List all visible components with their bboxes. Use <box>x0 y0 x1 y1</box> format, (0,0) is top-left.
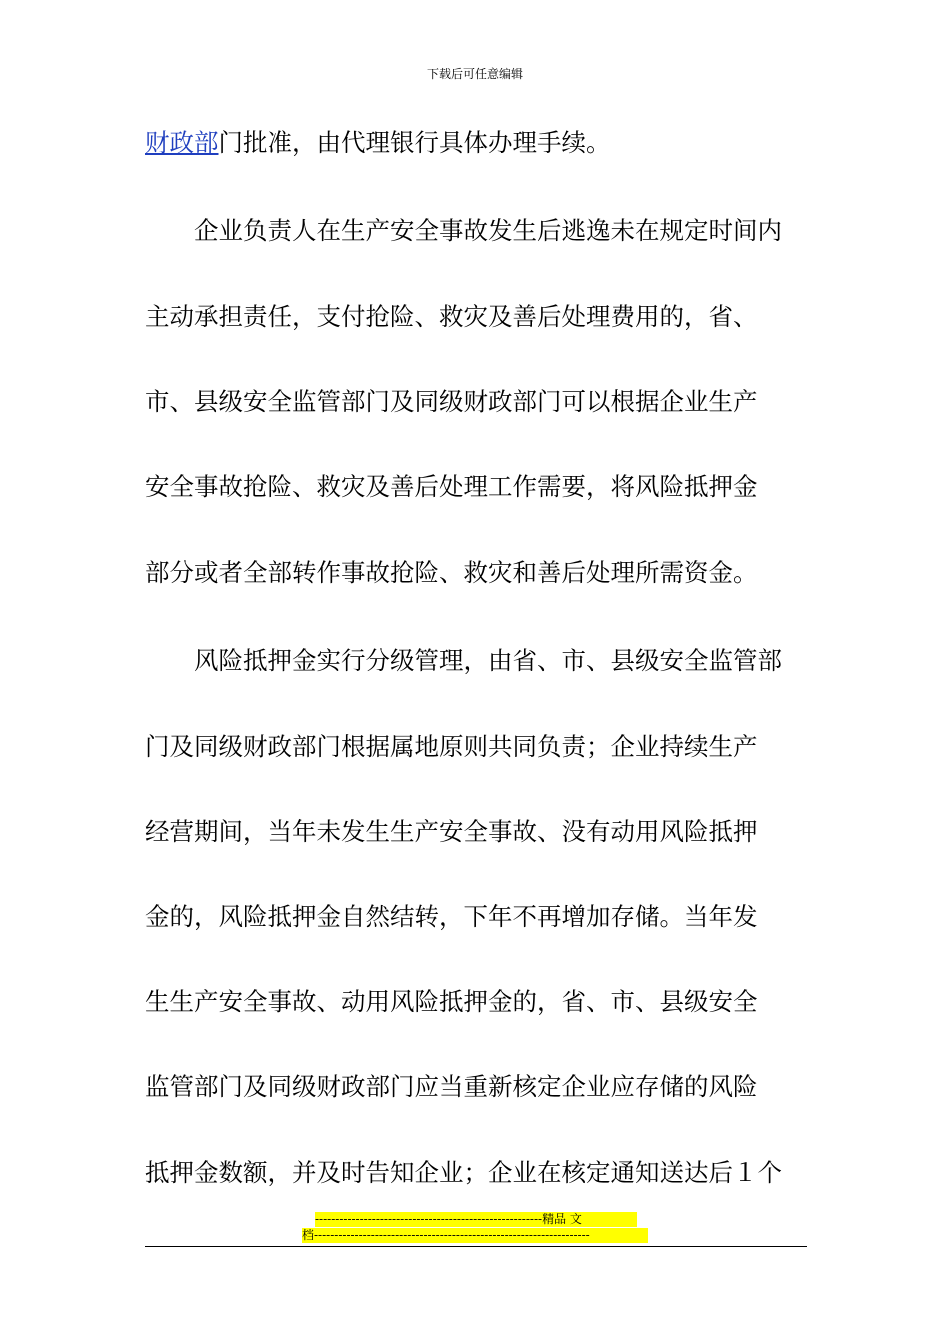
footer-watermark-line-1: --------------------------------------------------------精品 文 <box>315 1212 637 1227</box>
body-line-7: 风险抵押金实行分级管理，由省、市、县级安全监管部 <box>194 646 782 675</box>
footer-watermark-line-2: 档-------------------------------------------------------------------- <box>302 1228 648 1243</box>
body-line-1-text: 门批准，由代理银行具体办理手续。 <box>218 128 611 157</box>
body-line-12: 监管部门及同级财政部门应当重新核定企业应存储的风险 <box>145 1072 758 1101</box>
body-line-10: 金的，风险抵押金自然结转，下年不再增加存储。当年发 <box>145 902 758 931</box>
body-line-4: 市、县级安全监管部门及同级财政部门可以根据企业生产 <box>145 387 758 416</box>
body-line-8: 门及同级财政部门根据属地原则共同负责；企业持续生产 <box>145 732 758 761</box>
body-line-11: 生生产安全事故、动用风险抵押金的，省、市、县级安全 <box>145 987 758 1016</box>
body-line-5: 安全事故抢险、救灾及善后处理工作需要，将风险抵押金 <box>145 472 758 501</box>
footer-divider <box>145 1246 807 1247</box>
body-line-9: 经营期间，当年未发生生产安全事故、没有动用风险抵押 <box>145 817 758 846</box>
page-header: 下载后可任意编辑 <box>426 67 523 81</box>
finance-department-link[interactable]: 财政部 <box>145 128 219 157</box>
body-line-1 <box>145 126 810 160</box>
body-line-2: 企业负责人在生产安全事故发生后逃逸未在规定时间内 <box>194 216 782 245</box>
body-line-6: 部分或者全部转作事故抢险、救灾和善后处理所需资金。 <box>145 558 758 587</box>
body-line-13: 抵押金数额，并及时告知企业；企业在核定通知送达后１个 <box>145 1158 782 1187</box>
body-line-3: 主动承担责任，支付抢险、救灾及善后处理费用的，省、 <box>145 302 758 331</box>
